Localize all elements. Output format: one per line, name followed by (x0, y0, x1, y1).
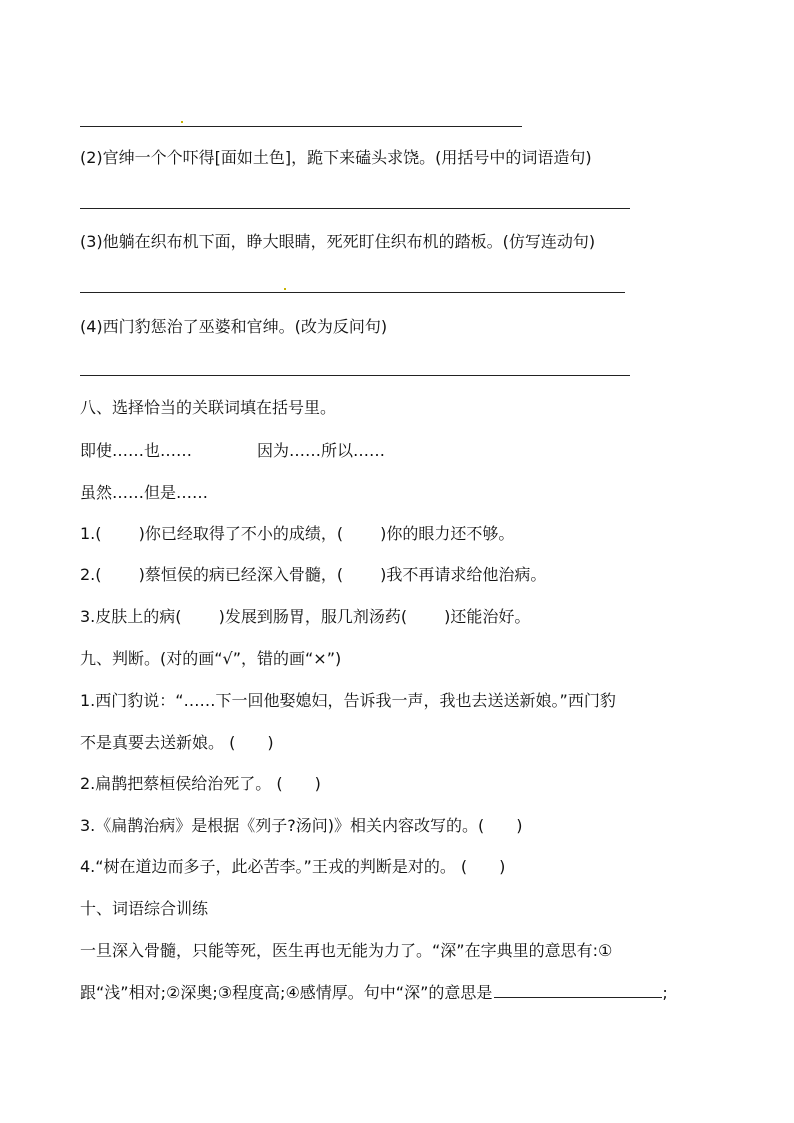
conjunction-option-b: 因为……所以…… (257, 441, 386, 460)
answer-line-q4[interactable] (80, 375, 630, 376)
stray-mark (181, 121, 183, 123)
section-10-line2-text: 跟“浅”相对;②深奥;③程度高;④感情厚。句中“深”的意思是 (80, 983, 493, 1002)
answer-blank-meaning[interactable] (494, 983, 662, 998)
section-10-line1: 一旦深入骨髓，只能等死，医生再也无能为力了。“深”在字典里的意思有:① (80, 941, 613, 960)
section-9-heading: 九、判断。(对的画“√”，错的画“×”) (80, 649, 342, 668)
answer-line-q1[interactable] (80, 126, 522, 127)
question-8-1[interactable]: 1.( )你已经取得了不小的成绩，( )你的眼力还不够。 (80, 524, 515, 543)
answer-line-q3[interactable] (80, 292, 625, 293)
question-9-4[interactable]: 4.“树在道边而多子，此必苦李。”王戎的判断是对的。 ( ) (80, 857, 506, 876)
answer-line-q2[interactable] (80, 208, 630, 209)
stray-mark (284, 288, 286, 290)
question-7-3: (3)他躺在织布机下面，睁大眼睛，死死盯住织布机的踏板。(仿写连动句) (80, 232, 596, 251)
question-9-3[interactable]: 3.《扁鹊治病》是根据《列子?汤问)》相关内容改写的。( ) (80, 816, 523, 835)
question-9-1-line1: 1.西门豹说：“……下一回他娶媳妇，告诉我一声，我也去送送新娘。”西门豹 (80, 691, 616, 710)
question-7-2: (2)官绅一个个吓得[面如土色]，跪下来磕头求饶。(用括号中的词语造句) (80, 148, 592, 167)
question-9-1-line2[interactable]: 不是真要去送新娘。 ( ) (80, 733, 274, 752)
conjunction-option-a: 即使……也…… (80, 441, 193, 460)
line2-end-punct: ; (662, 983, 668, 1002)
question-9-2[interactable]: 2.扁鹊把蔡桓侯给治死了。 ( ) (80, 774, 321, 793)
question-8-3[interactable]: 3.皮肤上的病( )发展到肠胃，服几剂汤药( )还能治好。 (80, 607, 531, 626)
section-10-line2 (80, 981, 668, 1005)
conjunction-option-c: 虽然……但是…… (80, 483, 209, 502)
question-7-4: (4)西门豹惩治了巫婆和官绅。(改为反问句) (80, 317, 388, 336)
section-10-heading: 十、词语综合训练 (80, 899, 209, 918)
question-8-2[interactable]: 2.( )蔡恒侯的病已经深入骨髓，( )我不再请求给他治病。 (80, 565, 547, 584)
section-8-heading: 八、选择恰当的关联词填在括号里。 (80, 398, 337, 417)
